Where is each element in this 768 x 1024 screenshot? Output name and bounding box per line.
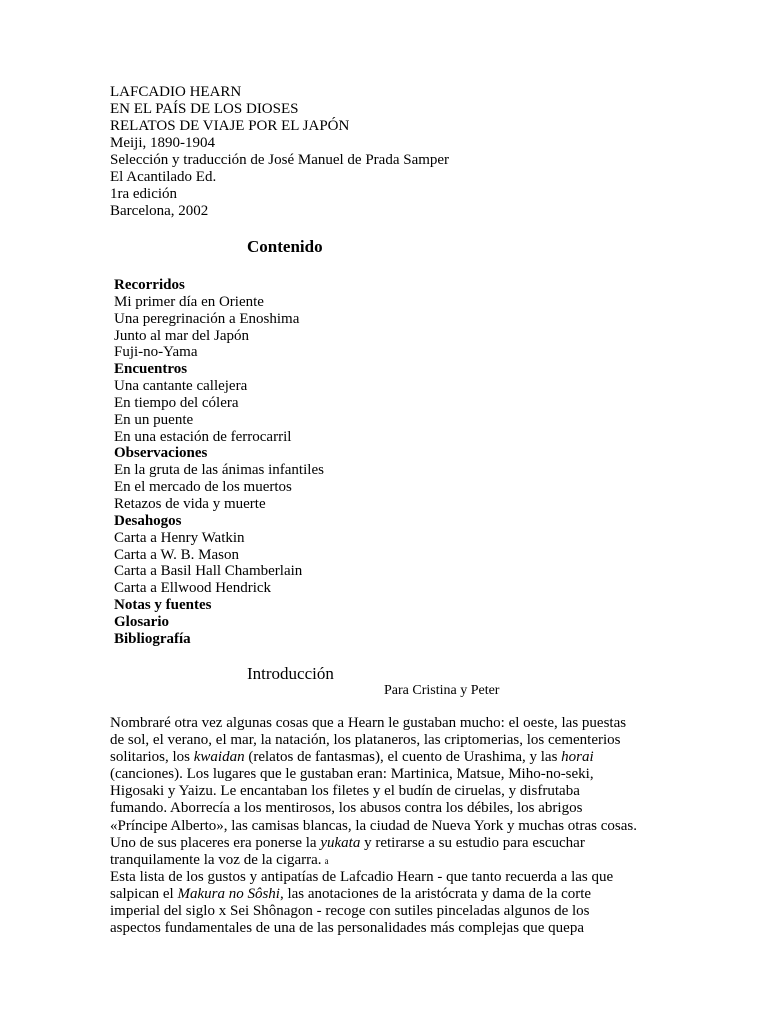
toc-entry[interactable]: Junto al mar del Japón	[114, 327, 249, 344]
toc-entry[interactable]: En un puente	[114, 411, 194, 428]
toc-section-glosario[interactable]: Glosario	[114, 613, 169, 630]
dedication: Para Cristina y Peter	[384, 683, 500, 698]
translator: Selección y traducción de José Manuel de Prada Samper	[110, 152, 450, 168]
toc-entry[interactable]: Carta a Henry Watkin	[114, 529, 245, 546]
toc-entry[interactable]: Una cantante callejera	[114, 378, 248, 395]
text-span: tranquilamente la voz de la cigarra.	[110, 851, 322, 868]
text-span: (relatos de fantasmas), el cuento de Urashima, y las	[244, 749, 562, 766]
toc-entry[interactable]: En el mercado de los muertos	[114, 479, 292, 496]
text-line	[110, 800, 670, 817]
place-year: Barcelona, 2002	[110, 203, 209, 219]
toc-entry[interactable]: En una estación de ferrocarril	[114, 428, 292, 445]
period: Meiji, 1890-1904	[110, 135, 215, 151]
text-span: solitarios, los	[110, 749, 194, 766]
toc-section-encuentros[interactable]: Encuentros	[114, 361, 188, 378]
introduction-heading: Introducción	[247, 664, 334, 683]
toc-entry[interactable]: Retazos de vida y muerte	[114, 495, 266, 512]
text-span: salpican el	[110, 885, 178, 902]
toc-section-bibliografia[interactable]: Bibliografía	[114, 630, 191, 647]
text-line	[110, 732, 670, 749]
toc-entry[interactable]: Carta a W. B. Mason	[114, 546, 239, 563]
toc-entry[interactable]: Fuji-no-Yama	[114, 344, 198, 361]
text-span: Nombraré otra vez algunas cosas que a Hearn le gustaban mucho: el oeste, las puestas	[110, 715, 627, 731]
toc-section-recorridos[interactable]: Recorridos	[114, 277, 185, 293]
text-span: «Príncipe Alberto», las camisas blancas, la ciudad de Nueva York y muchas otras cosas.	[110, 817, 637, 834]
toc-entry[interactable]: Carta a Basil Hall Chamberlain	[114, 563, 303, 580]
italic-term: kwaidan	[193, 749, 245, 766]
text-line	[110, 852, 670, 869]
toc-section-desahogos[interactable]: Desahogos	[114, 512, 182, 529]
text-span: Esta lista de los gustos y antipatías de Lafcadio Hearn - que tanto recuerda a las que	[110, 868, 614, 885]
toc-entry[interactable]: Carta a Ellwood Hendrick	[114, 580, 272, 597]
toc-entry[interactable]: En tiempo del cólera	[114, 394, 239, 411]
text-span: (canciones). Los lugares que le gustaban eran: Martinica, Matsue, Miho-no-seki,	[110, 766, 594, 783]
text-span: fumando. Aborrecía a los mentirosos, los abusos contra los débiles, los abrigos	[110, 800, 583, 817]
text-line	[110, 715, 670, 732]
author-name: LAFCADIO HEARN	[110, 84, 242, 100]
text-span: y retirarse a su estudio para escuchar	[360, 834, 585, 851]
text-line	[110, 835, 670, 852]
text-span: Uno de sus placeres era ponerse la	[110, 834, 321, 851]
toc-section-observaciones[interactable]: Observaciones	[114, 445, 208, 462]
text-span: imperial del siglo x Sei Shônagon - recoge con sutiles pinceladas algunos de los	[110, 903, 590, 920]
text-span: de sol, el verano, el mar, la natación, los plataneros, las criptomerias, los cementerios	[110, 732, 621, 749]
text-line	[110, 903, 670, 920]
text-span: aspectos fundamentales de una de las personalidades más complejas que quepa	[110, 920, 585, 937]
book-title: EN EL PAÍS DE LOS DIOSES	[110, 101, 299, 117]
italic-term: Makura no Sôshi	[177, 885, 280, 902]
toc-entry[interactable]: En la gruta de las ánimas infantiles	[114, 462, 324, 479]
text-line	[110, 920, 670, 937]
book-subtitle: RELATOS DE VIAJE POR EL JAPÓN	[110, 118, 350, 134]
toc-heading: Contenido	[247, 237, 323, 256]
text-line	[110, 783, 670, 800]
text-span: , las anotaciones de la aristócrata y dama de la corte	[279, 885, 592, 902]
text-line	[110, 818, 670, 835]
publisher: El Acantilado Ed.	[110, 169, 217, 185]
introduction-body	[110, 715, 670, 937]
toc-entry[interactable]: Una peregrinación a Enoshima	[114, 310, 300, 327]
table-of-contents	[114, 277, 514, 648]
text-line	[110, 869, 670, 886]
toc-section-notas[interactable]: Notas y fuentes	[114, 597, 212, 614]
edition: 1ra edición	[110, 186, 178, 202]
toc-entry[interactable]: Mi primer día en Oriente	[114, 293, 264, 310]
footnote-ref[interactable]: a	[324, 855, 329, 866]
italic-term: horai	[561, 749, 594, 766]
text-line	[110, 886, 670, 903]
italic-term: yukata	[320, 834, 361, 851]
text-line	[110, 766, 670, 783]
book-header	[110, 84, 670, 220]
text-span: Higosaki y Yaizu. Le encantaban los filetes y el budín de ciruelas, y disfrutaba	[110, 783, 580, 800]
text-line	[110, 749, 670, 766]
